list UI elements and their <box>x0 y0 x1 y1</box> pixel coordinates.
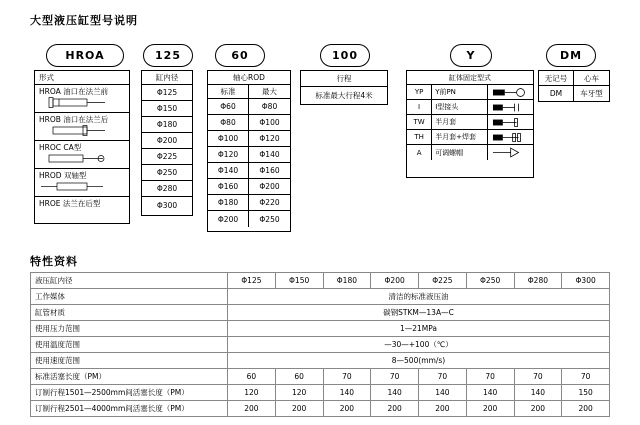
rod-code-pill[interactable]: 60 <box>215 44 265 67</box>
spec-cell: 70 <box>562 369 610 385</box>
spec-cell: Φ125 <box>228 273 276 289</box>
spec-cell: Φ150 <box>275 273 323 289</box>
spec-cell: 70 <box>514 369 562 385</box>
bore-value: Φ180 <box>156 120 178 129</box>
spec-cell: Φ300 <box>562 273 610 289</box>
spec-cell: 150 <box>562 385 610 401</box>
clevis-sketch-icon <box>491 87 530 98</box>
fix-col-ypn: Y前PN <box>432 85 487 99</box>
table-row <box>31 353 610 369</box>
cylinder-sketch-b-icon <box>39 125 109 136</box>
fix-label-a: 可调螺帽 <box>432 145 487 160</box>
spec-row-label: 使用压力范围 <box>31 321 228 337</box>
spec-cell: 200 <box>514 401 562 417</box>
spec-cell: 200 <box>323 401 371 417</box>
spec-cell: 140 <box>419 385 467 401</box>
rod-std-value: Φ180 <box>208 195 249 210</box>
memo-col-center: 心车 <box>584 73 599 83</box>
fix-sketch-a <box>488 145 533 160</box>
i-joint-sketch-icon <box>491 102 530 113</box>
bore-diameter-box <box>141 70 193 216</box>
table-row <box>31 321 610 337</box>
spec-cell: 60 <box>228 369 276 385</box>
spec-cell: 200 <box>228 401 276 417</box>
stroke-box-header: 行程 <box>336 74 352 83</box>
memo-col-none: 无记号 <box>539 71 574 85</box>
bore-value: Φ300 <box>156 200 178 210</box>
spec-cell: 70 <box>323 369 371 385</box>
adjust-nut-sketch-icon <box>491 147 530 158</box>
memo-code-pill[interactable]: DM <box>546 44 596 67</box>
fix-label-i: I型接头 <box>432 100 487 114</box>
fix-label-tw: 半月套 <box>432 115 487 129</box>
spec-cell: 200 <box>275 401 323 417</box>
memo-box <box>538 70 610 102</box>
spec-cell: 120 <box>228 385 276 401</box>
spec-section-title: 特性资料 <box>30 255 78 268</box>
fix-code-tw: TW <box>407 115 432 129</box>
fix-sketch-i <box>488 100 533 114</box>
fix-code-th: TH <box>407 130 432 144</box>
rod-max-value: Φ220 <box>259 198 280 207</box>
spec-row-label: 订制行程2501—4000mm间活塞长度（PM） <box>31 401 228 417</box>
rod-std-value: Φ200 <box>208 211 249 227</box>
bore-value: Φ250 <box>156 168 178 177</box>
stroke-box <box>300 70 388 105</box>
table-row <box>31 401 610 417</box>
spec-cell: Φ250 <box>466 273 514 289</box>
table-row <box>31 369 610 385</box>
rod-max-value: Φ250 <box>259 214 280 224</box>
rod-std-value: Φ80 <box>208 115 249 130</box>
bore-box-header: 缸内径 <box>155 73 179 82</box>
mount-code-pill[interactable]: Y <box>450 44 492 67</box>
spec-cell: 120 <box>275 385 323 401</box>
fix-sketch-tw <box>488 115 533 129</box>
fix-label-th: 半月套+焊套 <box>432 130 487 144</box>
spec-cell: 140 <box>371 385 419 401</box>
table-row <box>31 305 610 321</box>
table-row <box>31 337 610 353</box>
spec-row-value: 清洁的标准液压油 <box>228 289 610 305</box>
form-item-label: HROB 油口在法兰后 <box>39 115 109 124</box>
rod-max-value: Φ80 <box>261 102 278 111</box>
fix-box-header: 缸体固定型式 <box>449 73 491 82</box>
rod-std-value: Φ120 <box>208 147 249 162</box>
spec-cell: 200 <box>562 401 610 417</box>
spec-row-label: 使用速度范围 <box>31 353 228 369</box>
memo-value-dm: DM <box>539 86 574 101</box>
cylinder-sketch-d-icon <box>39 181 109 192</box>
rod-max-value: Φ160 <box>259 166 280 175</box>
rod-max-value: Φ200 <box>259 182 280 191</box>
bore-value: Φ150 <box>156 104 178 113</box>
rod-subheader-standard: 标准 <box>208 85 249 98</box>
bore-value: Φ125 <box>156 88 178 97</box>
rod-subheader-max: 最大 <box>262 87 277 96</box>
mounting-type-box <box>406 70 534 178</box>
model-code-pill[interactable]: HROA <box>46 44 124 67</box>
fix-col-yp: YP <box>407 85 432 99</box>
rod-std-value: Φ60 <box>208 99 249 114</box>
fix-sketch-th <box>488 130 533 144</box>
spec-cell: 70 <box>466 369 514 385</box>
table-row <box>31 385 610 401</box>
spec-cell: 70 <box>419 369 467 385</box>
spec-cell: 200 <box>371 401 419 417</box>
spec-row-value: 碳钢STKM—13A—C <box>228 305 610 321</box>
rod-max-value: Φ100 <box>259 118 280 127</box>
fix-code-a: A <box>407 145 432 160</box>
rod-max-value: Φ120 <box>259 134 280 143</box>
spec-cell: Φ225 <box>419 273 467 289</box>
fix-code-i: I <box>407 100 432 114</box>
spec-cell: 70 <box>371 369 419 385</box>
spec-row-value: 8—500(mm/s) <box>228 353 610 369</box>
rod-box-header: 轴心ROD <box>233 73 265 82</box>
rod-std-value: Φ100 <box>208 131 249 146</box>
spec-row-label: 订制行程1501—2500mm间活塞长度（PM） <box>31 385 228 401</box>
cylinder-sketch-c-icon <box>39 153 109 164</box>
spec-cell: 200 <box>466 401 514 417</box>
form-box-header: 形式 <box>39 73 54 82</box>
spec-cell: Φ180 <box>323 273 371 289</box>
bore-value: Φ200 <box>156 136 178 145</box>
spec-row-value: —30—+100（℃） <box>228 337 610 353</box>
form-item-label: HROC CA型 <box>39 143 82 152</box>
half-moon-sketch-icon <box>491 117 530 128</box>
spec-row-label: 使用温度范围 <box>31 337 228 353</box>
half-moon-weld-sketch-icon <box>491 132 530 143</box>
spec-cell: 200 <box>419 401 467 417</box>
rod-diameter-box <box>207 70 291 232</box>
spec-cell: 140 <box>323 385 371 401</box>
rod-std-value: Φ140 <box>208 163 249 178</box>
spec-row-value: 1—21MPa <box>228 321 610 337</box>
stroke-code-pill[interactable]: 100 <box>320 44 370 67</box>
spec-row-label: 工作媒体 <box>31 289 228 305</box>
rod-max-value: Φ140 <box>259 150 280 159</box>
form-item-label: HROD 双轴型 <box>39 171 87 180</box>
form-type-box <box>34 70 130 224</box>
stroke-box-note: 标准最大行程4米 <box>315 91 373 100</box>
fix-sketch-yp <box>488 85 533 99</box>
form-item-label: HROE 法兰在后型 <box>39 199 101 208</box>
rod-std-value: Φ160 <box>208 179 249 194</box>
table-row <box>31 273 610 289</box>
spec-row-label: 缸管材质 <box>31 305 228 321</box>
page-title: 大型液压缸型号说明 <box>30 14 138 27</box>
bore-code-pill[interactable]: 125 <box>143 44 193 67</box>
memo-value-thread: 车牙型 <box>580 89 603 98</box>
bore-value: Φ225 <box>156 152 178 161</box>
spec-cell: 140 <box>514 385 562 401</box>
table-row <box>31 289 610 305</box>
spec-table <box>30 272 610 417</box>
spec-row-label: 标准活塞长度（PM） <box>31 369 228 385</box>
bore-value: Φ280 <box>156 184 178 193</box>
spec-cell: Φ280 <box>514 273 562 289</box>
cylinder-sketch-a-icon <box>39 97 109 108</box>
spec-cell: 140 <box>466 385 514 401</box>
spec-cell: 60 <box>275 369 323 385</box>
form-item-label: HROA 油口在法兰前 <box>39 87 109 96</box>
spec-row-label: 液压缸内径 <box>31 273 228 289</box>
spec-cell: Φ200 <box>371 273 419 289</box>
